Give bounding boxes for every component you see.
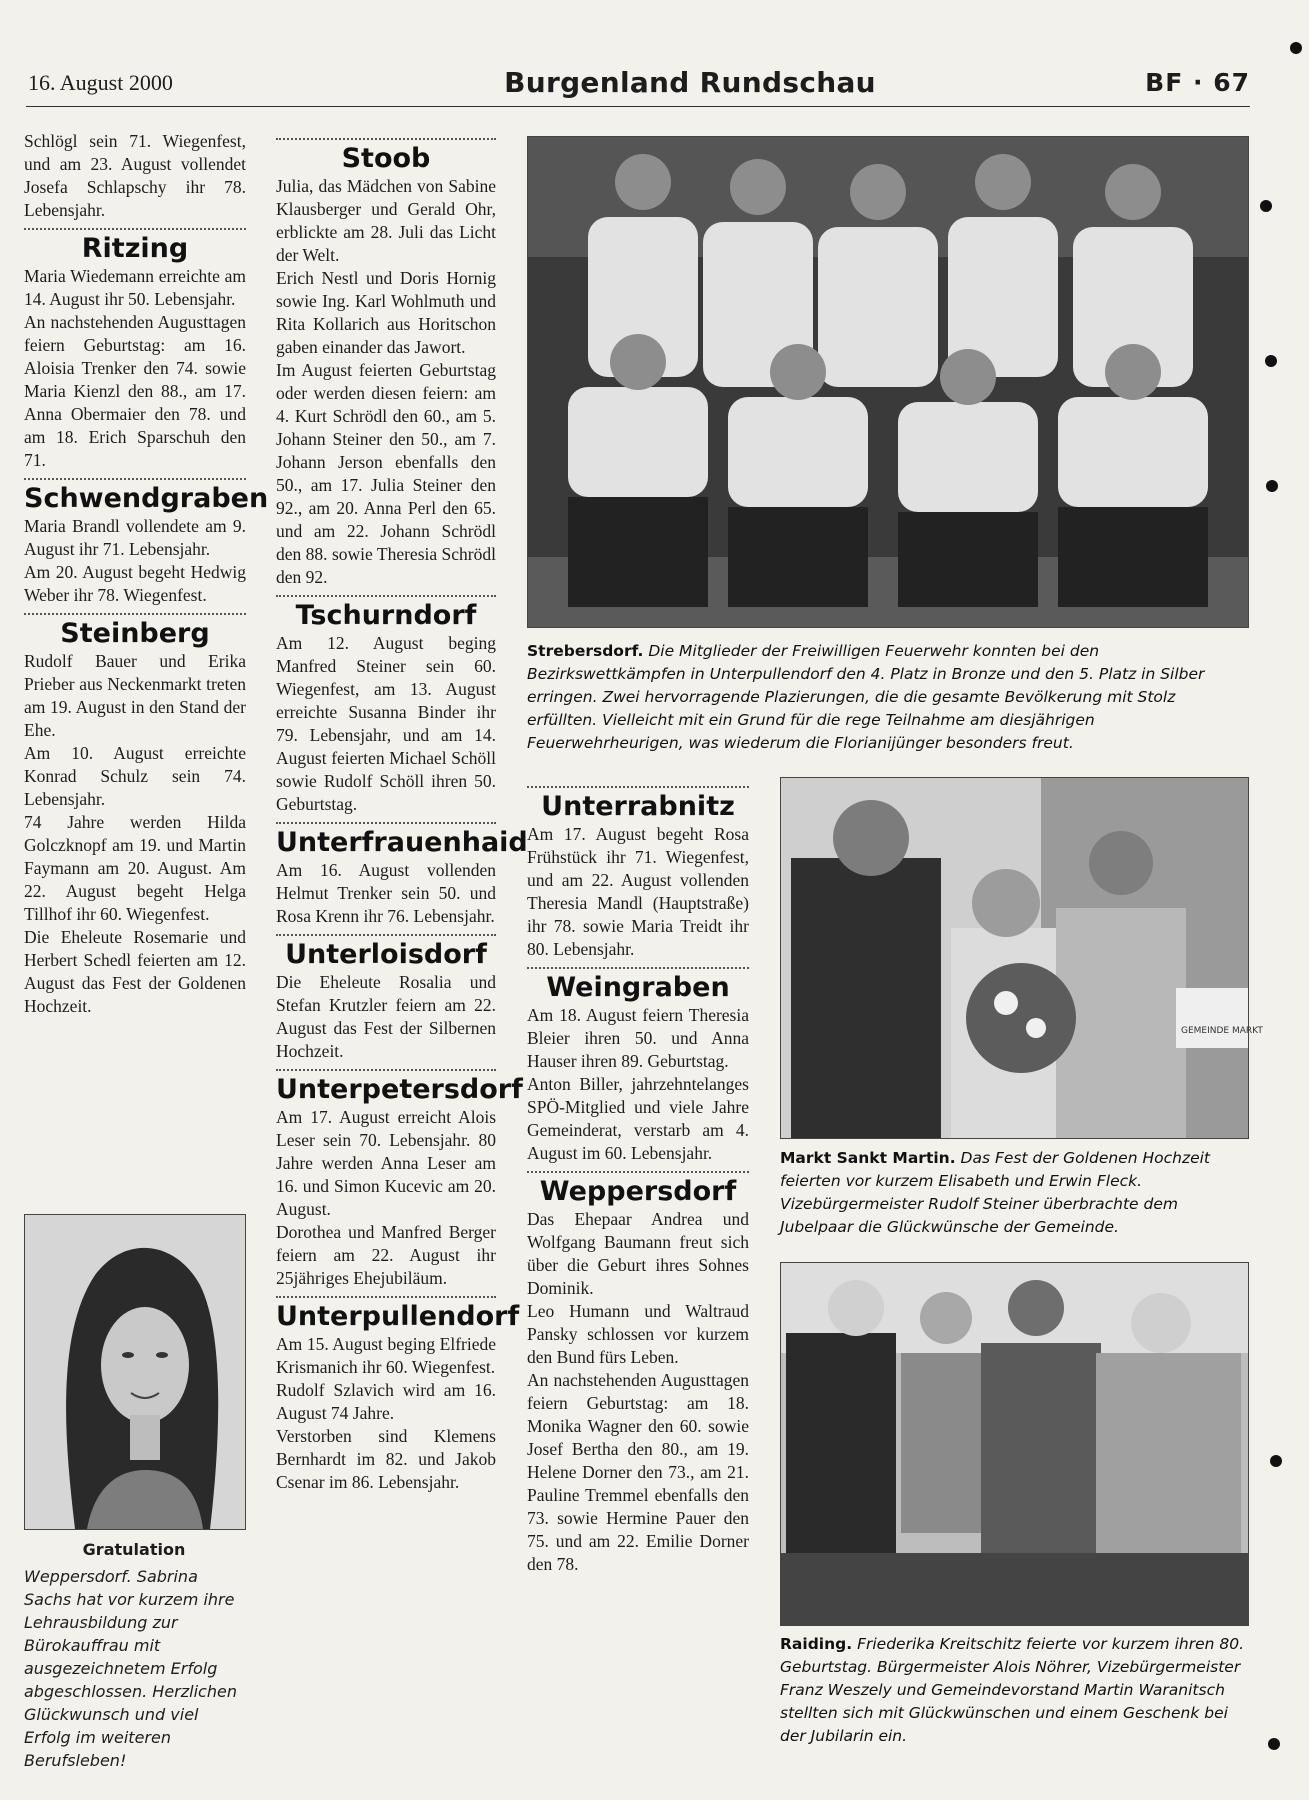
paragraph: Am 20. August begeht Hedwig Weber ihr 78. Wiegenfest. xyxy=(24,562,246,605)
paragraph: Maria Wiedemann erreichte am 14. August ihr 50. Lebensjahr. xyxy=(24,266,246,309)
section-unterrabnitz xyxy=(527,786,749,961)
section-heading: Unterloisdorf xyxy=(285,939,487,970)
caption-place: Raiding. xyxy=(780,1635,853,1653)
punch-mark xyxy=(1266,480,1278,492)
section-divider xyxy=(276,822,496,824)
section-divider xyxy=(527,786,749,788)
paragraph: Maria Brandl vollendete am 9. August ihr 71. Lebensjahr. xyxy=(24,516,246,559)
caption-strebersdorf xyxy=(527,640,1249,755)
section-heading: Tschurndorf xyxy=(295,600,477,631)
paragraph: Im August feierten Geburtstag oder werden diesen feiern: am 4. Kurt Schrödl den 60., am 5. Johann Steiner den 50., am 7. Johann Jerson ebenfalls den 50., am 17. Julia Steiner den 92., am 20. Anna Perl den 65. und am 22. Johann Schrödl den 88. sowie Theresia Schrödl den 92. xyxy=(276,360,496,587)
section-heading: Schwendgraben xyxy=(24,483,269,514)
paragraph: An nachstehenden Augusttagen feiern Geburtstag: am 16. Aloisia Trenker den 74. sowie Maria Kienzl den 88., am 17. Anna Obermaier den 78. und am 18. Erich Sparschuh den 71. xyxy=(24,312,246,470)
photo-raiding xyxy=(780,1262,1249,1626)
section-divider xyxy=(24,228,246,230)
page-label: BF · 67 xyxy=(1145,68,1250,97)
photo-markt-sankt-martin xyxy=(780,777,1263,1139)
newspaper-title: Burgenland Rundschau xyxy=(504,66,876,99)
header-rule xyxy=(26,106,1250,107)
issue-date: 16. August 2000 xyxy=(28,70,173,95)
paragraph: Am 12. August beging Manfred Steiner sein 60. Wiegenfest, am 13. August erreichte Susanna Binder ihr 79. Lebensjahr, und am 14. August feierten Michael Schöll sowie Rudolf Schöll ihren 50. Geburtstag. xyxy=(276,633,496,814)
paragraph: Am 10. August erreichte Konrad Schulz sein 74. Lebensjahr. xyxy=(24,743,246,809)
section-unterpetersdorf xyxy=(276,1069,523,1290)
section-weppersdorf xyxy=(527,1171,749,1576)
punch-mark xyxy=(1260,200,1272,212)
column-3 xyxy=(527,780,749,1576)
section-divider xyxy=(24,613,246,615)
caption-text: Das Fest der Goldenen Hochzeit feierten vor kurzem Elisabeth und Erwin Fleck. Vizebürgermeister Rudolf Steiner überbrachte dem Jubelpaar die Glückwünsche der Gemeinde. xyxy=(780,1149,1210,1236)
section-heading: Weingraben xyxy=(546,972,730,1003)
caption-raiding xyxy=(780,1633,1252,1748)
caption-text: Friederika Kreitschitz feierte vor kurzem ihren 80. Geburtstag. Bürgermeister Alois Nöhrer, Vizebürgermeister Franz Weszely und Gemeindevorstand Martin Waranitsch stellten sich mit Glückwünschen und einem Geschenk bei der Jubilarin ein. xyxy=(780,1635,1245,1745)
portrait-caption-title: Gratulation xyxy=(82,1540,186,1559)
photo-strebersdorf xyxy=(527,136,1249,628)
section-divider xyxy=(276,1069,496,1071)
section-divider xyxy=(24,478,246,480)
column-2 xyxy=(276,130,528,1494)
paragraph: Rudolf Bauer und Erika Prieber aus Neckenmarkt treten am 19. August in den Stand der Ehe. xyxy=(24,651,246,740)
section-schwendgraben xyxy=(24,478,269,607)
section-heading: Stoob xyxy=(341,143,431,174)
paragraph: Am 16. August vollenden Helmut Trenker sein 50. und Rosa Krenn ihr 76. Lebensjahr. xyxy=(276,860,496,926)
section-steinberg xyxy=(24,613,246,1018)
paragraph: Am 18. August feiern Theresia Bleier ihren 50. und Anna Hauser ihren 89. Geburtstag. xyxy=(527,1005,749,1071)
portrait-photo xyxy=(24,1214,246,1530)
section-unterfrauenhaid xyxy=(276,822,528,928)
portrait-caption: Weppersdorf. Sabrina Sachs hat vor kurzem ihre Lehrausbildung zur Bürokauffrau mit ausgezeichnetem Erfolg abgeschlossen. Herzlichen Glückwunsch und viel Erfolg im weiteren Berufsleben! xyxy=(24,1567,237,1770)
section-tschurndorf xyxy=(276,595,496,816)
paragraph: Die Eheleute Rosemarie und Herbert Schedl feierten am 12. August das Fest der Goldenen Hochzeit. xyxy=(24,927,246,1016)
punch-mark xyxy=(1290,42,1302,54)
paragraph: Die Eheleute Rosalia und Stefan Krutzler feiern am 22. August das Fest der Silbernen Hochzeit. xyxy=(276,972,496,1061)
column-1 xyxy=(24,130,269,1018)
section-heading: Unterrabnitz xyxy=(541,791,735,822)
punch-mark xyxy=(1265,355,1277,367)
caption-text: Die Mitglieder der Freiwilligen Feuerwehr konnten bei den Bezirkswettkämpfen in Unterpullendorf den 4. Platz in Bronze und den 5. Platz in Silber erringen. Zwei hervorragende Plazierungen, die die gesamte Bevölkerung mit Stolz erfüllten. Vielleicht mit ein Grund für die rege Teilnahme am diesjährigen Feuerwehrheurigen, was wiederum die Florianijünger besonders freut. xyxy=(527,642,1205,752)
caption-place: Strebersdorf. xyxy=(527,642,644,660)
section-unterpullendorf xyxy=(276,1296,520,1494)
section-divider xyxy=(276,138,496,140)
section-heading: Unterpetersdorf xyxy=(276,1074,523,1105)
punch-mark xyxy=(1270,1455,1282,1467)
section-divider xyxy=(527,967,749,969)
paragraph: Dorothea und Manfred Berger feiern am 22. August ihr 25jähriges Ehejubiläum. xyxy=(276,1222,496,1288)
caption-place: Markt Sankt Martin. xyxy=(780,1149,956,1167)
paragraph: Julia, das Mädchen von Sabine Klausberger und Gerald Ohr, erblickte am 28. Juli das Licht der Welt. xyxy=(276,176,496,265)
section-stoob xyxy=(276,138,496,589)
section-heading: Unterpullendorf xyxy=(276,1301,520,1332)
paragraph: Das Ehepaar Andrea und Wolfgang Baumann freut sich über die Geburt ihres Sohnes Dominik. xyxy=(527,1209,749,1298)
paragraph: Leo Humann und Waltraud Pansky schlossen vor kurzem den Bund fürs Leben. xyxy=(527,1301,749,1367)
paragraph: Rudolf Szlavich wird am 16. August 74 Jahre. xyxy=(276,1380,496,1423)
section-heading: Ritzing xyxy=(81,233,189,264)
section-ritzing xyxy=(24,228,246,472)
section-divider xyxy=(276,1296,496,1298)
paragraph: 74 Jahre werden Hilda Golczknopf am 19. und Martin Faymann am 20. August. Am 22. August begeht Helga Tillhof ihr 60. Wiegenfest. xyxy=(24,812,246,924)
section-heading: Weppersdorf xyxy=(539,1176,737,1207)
section-heading: Steinberg xyxy=(60,618,210,649)
paragraph: Anton Biller, jahrzehntelanges SPÖ-Mitglied und viele Jahre Gemeinderat, verstarb am 4. August im 60. Lebensjahr. xyxy=(527,1074,749,1163)
paragraph: Erich Nestl und Doris Hornig sowie Ing. Karl Wohlmuth und Rita Kollarich aus Horitschon gaben einander das Jawort. xyxy=(276,268,496,357)
paragraph: Am 17. August begeht Rosa Frühstück ihr 71. Wiegenfest, und am 22. August vollenden Theresia Mandl (Hauptstraße) ihr 78. sowie Maria Treidt ihr 80. Lebensjahr. xyxy=(527,824,749,959)
col1-intro: Schlögl sein 71. Wiegenfest, und am 23. August vollendet Josefa Schlapschy ihr 78. Lebensjahr. xyxy=(24,131,246,220)
paragraph: Verstorben sind Klemens Bernhardt im 82. und Jakob Csenar im 86. Lebensjahr. xyxy=(276,1426,496,1492)
paragraph: Am 15. August beging Elfriede Krismanich ihr 60. Wiegenfest. xyxy=(276,1334,496,1377)
section-divider xyxy=(276,595,496,597)
section-weingraben xyxy=(527,967,749,1165)
paragraph: Am 17. August erreicht Alois Leser sein 70. Lebensjahr. 80 Jahre werden Anna Leser am 16. und Simon Kucevic am 20. August. xyxy=(276,1107,496,1219)
caption-markt-sankt-martin xyxy=(780,1147,1252,1239)
section-unterloisdorf xyxy=(276,934,496,1063)
section-divider xyxy=(527,1171,749,1173)
punch-mark xyxy=(1268,1738,1280,1750)
section-divider xyxy=(276,934,496,936)
gift-sign-text: GEMEINDE MARKT xyxy=(1181,1026,1263,1036)
section-heading: Unterfrauenhaid xyxy=(276,827,528,858)
paragraph: An nachstehenden Augusttagen feiern Geburtstag: am 18. Monika Wagner den 60. sowie Josef Bertha den 80., am 19. Helene Dorner den 73., am 21. Pauline Tremmel ebenfalls den 73. sowie Hermine Pauer den 75. und am 22. Emilie Dorner den 78. xyxy=(527,1370,749,1574)
